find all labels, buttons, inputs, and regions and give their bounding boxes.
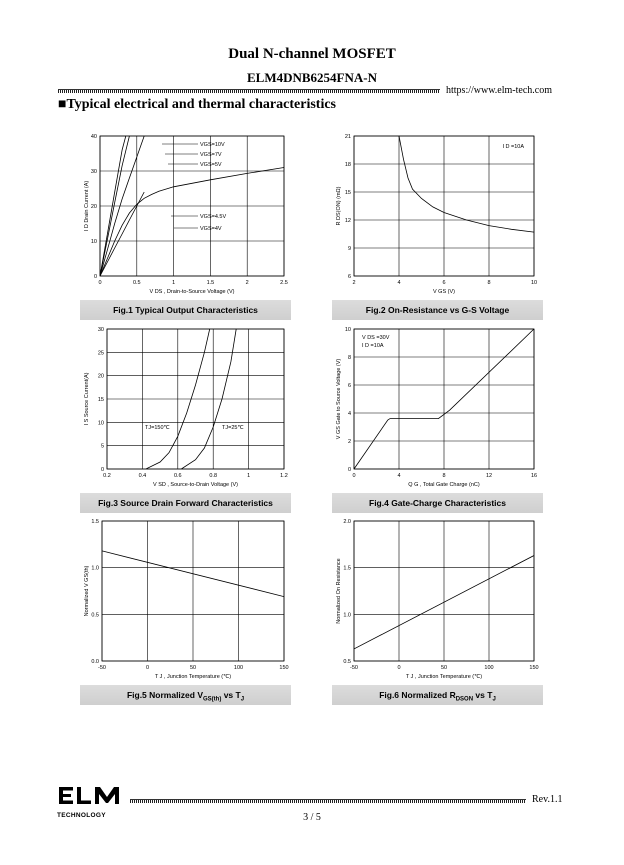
y-tick-label: 1.5 — [343, 565, 351, 572]
y-tick-label: 40 — [90, 134, 97, 140]
x-tick-label: 16 — [530, 473, 538, 479]
x-tick-label: 2.5 — [280, 280, 288, 286]
y-tick-label: 15 — [97, 397, 104, 403]
figure-panel-6 — [332, 515, 543, 705]
y-tick-label: 18 — [344, 162, 351, 168]
y-tick-label: 0 — [100, 467, 104, 473]
y-tick-label: 1.0 — [343, 612, 351, 619]
figure-caption: Fig.3 Source Drain Forward Characteristics — [80, 493, 291, 513]
y-tick-label: 5 — [100, 443, 104, 450]
figure-caption: Fig.2 On-Resistance vs G-S Voltage — [332, 300, 543, 320]
annotation-label: VGS=4.5V — [200, 214, 227, 220]
figure-caption: Fig.4 Gate-Charge Characteristics — [332, 493, 543, 513]
y-tick-label: 1.0 — [91, 565, 99, 572]
y-tick-label: 21 — [344, 134, 351, 140]
figure-panel-5 — [80, 515, 291, 705]
y-tick-label: 6 — [347, 383, 351, 389]
x-tick-label: 0.8 — [209, 473, 218, 479]
y-axis-label: Normalized On Resistance — [336, 558, 342, 624]
header-divider — [58, 89, 440, 93]
annotation-label: VGS=10V — [200, 142, 225, 148]
y-tick-label: 0.0 — [91, 659, 99, 665]
x-tick-label: 1.2 — [280, 473, 288, 479]
x-tick-label: 10 — [530, 280, 538, 286]
annotation-label: I D =10A — [502, 144, 524, 150]
annotation-label: VGS=5V — [200, 162, 222, 168]
y-tick-label: 2.0 — [343, 519, 351, 525]
x-tick-label: 0 — [352, 473, 356, 479]
normalized-vgsth-chart — [80, 515, 291, 685]
y-tick-label: 10 — [344, 327, 351, 333]
y-axis-label: V GS Gate to Source Voltage (V) — [336, 358, 342, 440]
footer-divider — [130, 799, 526, 803]
y-tick-label: 20 — [90, 204, 97, 210]
x-tick-label: -50 — [98, 665, 106, 671]
figure-panel-3 — [80, 323, 291, 513]
figure-caption: Fig.1 Typical Output Characteristics — [80, 300, 291, 320]
figure-panel-4 — [332, 323, 543, 513]
annotation-label: TJ=25℃ — [222, 425, 244, 431]
y-tick-label: 8 — [347, 355, 351, 361]
x-tick-label: 0 — [397, 665, 401, 671]
y-tick-label: 0 — [347, 467, 351, 473]
y-tick-label: 30 — [97, 327, 104, 333]
figure-caption: Fig.6 Normalized $R_{DSON}$ vs $T_J$ — [332, 685, 543, 705]
y-tick-label: 4 — [347, 411, 351, 417]
x-axis-label: V DS , Drain-to-Source Voltage (V) — [149, 289, 235, 295]
y-tick-label: 15 — [344, 190, 351, 196]
x-tick-label: 0.6 — [173, 473, 182, 479]
x-tick-label: 4 — [397, 473, 401, 479]
normalized-rdson-chart — [332, 515, 543, 685]
figure-panel-2 — [332, 130, 543, 320]
x-tick-label: 8 — [487, 280, 491, 286]
y-tick-label: 30 — [90, 169, 97, 175]
source-drain-forward-chart — [80, 323, 291, 493]
x-tick-label: 0 — [98, 280, 102, 286]
x-tick-label: 2 — [245, 280, 249, 286]
y-axis-label: Normalized V GS(th) — [84, 565, 90, 617]
y-tick-label: 0.5 — [91, 612, 99, 619]
on-resistance-chart — [332, 130, 543, 300]
annotation-label: VGS=4V — [200, 226, 222, 232]
x-tick-label: 1 — [247, 473, 251, 479]
series-line — [100, 192, 144, 276]
x-tick-label: 1.5 — [206, 280, 215, 286]
x-tick-label: 8 — [442, 473, 446, 479]
y-tick-label: 10 — [90, 239, 97, 245]
y-tick-label: 0.5 — [343, 659, 351, 665]
x-axis-label: V SD , Source-to-Drain Voltage (V) — [153, 482, 238, 488]
document-title: Dual N-channel MOSFET — [228, 46, 396, 62]
x-tick-label: 150 — [279, 665, 289, 671]
x-tick-label: -50 — [350, 665, 358, 671]
page-number: 3 / 5 — [303, 812, 321, 823]
website-url[interactable]: https://www.elm-tech.com — [446, 85, 552, 96]
x-axis-label: T J , Junction Temperature (℃) — [405, 674, 483, 680]
part-number: ELM4DNB6254FNA-N — [247, 70, 377, 85]
y-tick-label: 9 — [347, 246, 351, 252]
y-tick-label: 10 — [97, 420, 104, 427]
section-title: ■Typical electrical and thermal characteristics — [58, 97, 337, 112]
x-tick-label: 6 — [442, 280, 446, 286]
x-tick-label: 0.5 — [132, 280, 141, 286]
y-axis-label: I D Drain Current (A) — [84, 180, 90, 232]
y-tick-label: 0 — [93, 274, 97, 280]
x-tick-label: 0 — [145, 665, 150, 671]
revision-label: Rev.1.1 — [532, 794, 563, 805]
y-tick-label: 2 — [347, 439, 351, 445]
x-tick-label: 100 — [233, 665, 244, 671]
x-axis-label: V GS (V) — [432, 289, 456, 295]
y-tick-label: 20 — [97, 373, 104, 380]
y-axis-label: I S Source Current(A) — [84, 372, 90, 426]
y-tick-label: 12 — [344, 218, 351, 224]
x-tick-label: 0.4 — [138, 473, 147, 479]
elm-logo-icon — [57, 785, 129, 815]
output-characteristics-chart — [80, 130, 291, 300]
y-tick-label: 1.5 — [91, 519, 99, 525]
x-tick-label: 50 — [440, 665, 448, 671]
x-tick-label: 2 — [352, 280, 356, 286]
x-tick-label: 100 — [484, 665, 494, 671]
y-tick-label: 6 — [347, 274, 351, 280]
annotation-label: TJ=150℃ — [145, 425, 170, 431]
annotation-label: V DS =30V — [362, 335, 390, 341]
annotation-label: I D =10A — [362, 343, 384, 349]
figure-caption: Fig.5 Normalized $V_{GS(th)}$ vs $T_J$ — [80, 685, 291, 705]
x-tick-label: 50 — [189, 665, 197, 671]
x-tick-label: 1 — [172, 280, 176, 286]
y-axis-label: R DS(ON) (mΩ) — [336, 186, 342, 226]
x-tick-label: 4 — [397, 280, 401, 286]
x-tick-label: 150 — [529, 665, 539, 671]
x-tick-label: 0.2 — [103, 473, 111, 479]
x-axis-label: T J , Junction Temperature (℃) — [154, 674, 232, 680]
x-axis-label: Q G , Total Gate Charge (nC) — [408, 482, 480, 488]
figure-panel-1 — [80, 130, 291, 320]
series-line — [399, 136, 534, 232]
x-tick-label: 12 — [485, 473, 493, 479]
annotation-label: VGS=7V — [200, 152, 222, 158]
logo-subtitle: TECHNOLOGY — [57, 812, 106, 819]
gate-charge-chart — [332, 323, 543, 493]
y-tick-label: 25 — [97, 350, 104, 357]
